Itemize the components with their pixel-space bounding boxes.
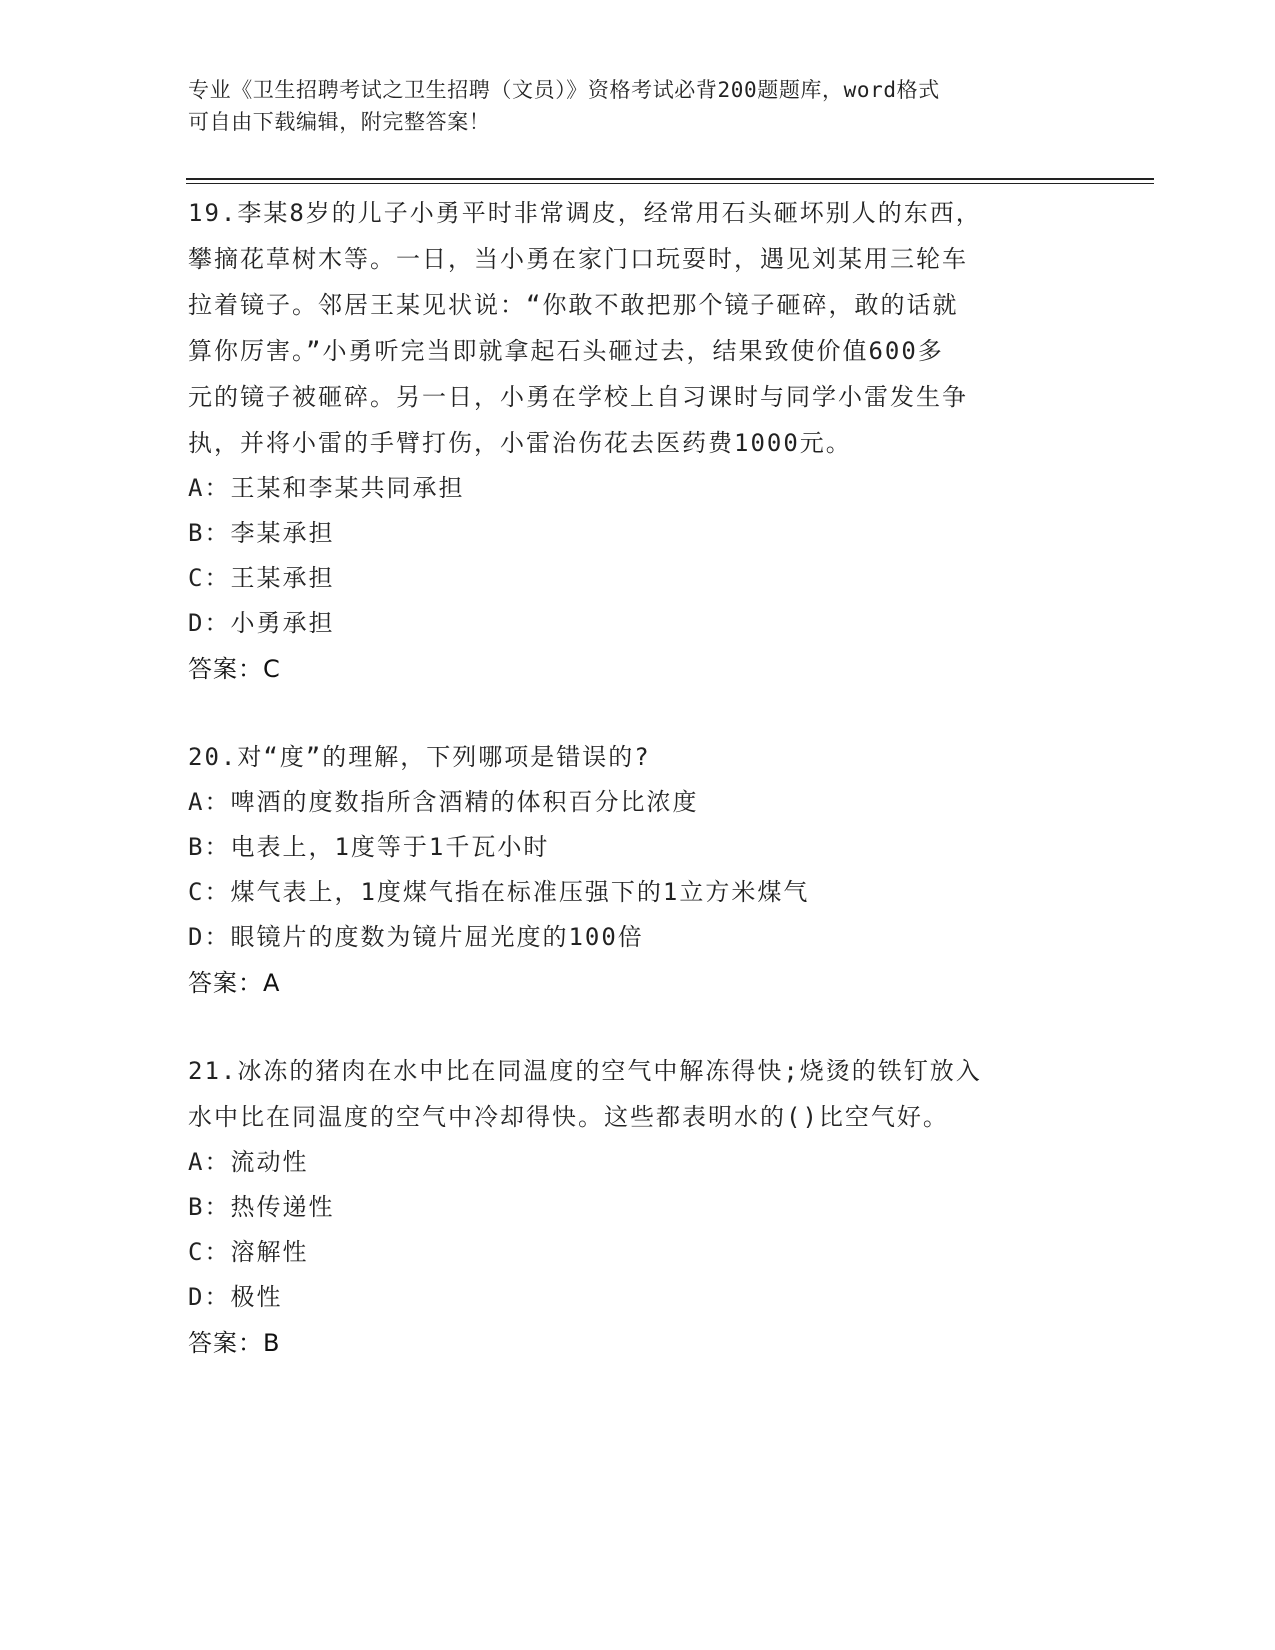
option-d: D：小勇承担 bbox=[188, 609, 335, 637]
question-stem-line: 拉着镜子。邻居王某见状说：“你敢不敢把那个镜子砸碎，敢的话就 bbox=[188, 291, 959, 319]
document-header bbox=[188, 74, 1068, 138]
option-b: B：电表上，1度等于1千瓦小时 bbox=[188, 833, 550, 861]
question-stem-line: 攀摘花草树木等。一日，当小勇在家门口玩耍时，遇见刘某用三轮车 bbox=[188, 245, 968, 273]
question-stem-line: 执，并将小雷的手臂打伤，小雷治伤花去医药费1000元。 bbox=[188, 429, 852, 457]
header-line-2: 可自由下载编辑，附完整答案！ bbox=[188, 110, 491, 134]
question-stem-line: 水中比在同温度的空气中冷却得快。这些都表明水的()比空气好。 bbox=[188, 1103, 949, 1131]
answer-text: 答案：B bbox=[188, 1329, 281, 1357]
header-line-1: 专业《卫生招聘考试之卫生招聘（文员）》资格考试必背200题题库，word格式 bbox=[188, 78, 940, 102]
answer-text: 答案：A bbox=[188, 969, 281, 997]
question-list bbox=[188, 190, 1068, 1366]
option-a: A：啤酒的度数指所含酒精的体积百分比浓度 bbox=[188, 788, 699, 816]
option-c: C：溶解性 bbox=[188, 1238, 309, 1266]
option-c: C：王某承担 bbox=[188, 564, 335, 592]
question-stem-line: 21.冰冻的猪肉在水中比在同温度的空气中解冻得快;烧烫的铁钉放入 bbox=[188, 1057, 982, 1085]
option-a: A：流动性 bbox=[188, 1148, 309, 1176]
question-21 bbox=[188, 1048, 1068, 1366]
answer-text: 答案：C bbox=[188, 655, 281, 683]
option-a: A：王某和李某共同承担 bbox=[188, 474, 465, 502]
question-19 bbox=[188, 190, 1068, 692]
question-stem-line: 20.对“度”的理解，下列哪项是错误的? bbox=[188, 743, 651, 771]
header-divider-thin bbox=[186, 183, 1154, 184]
question-stem-line: 19.李某8岁的儿子小勇平时非常调皮，经常用石头砸坏别人的东西， bbox=[188, 199, 982, 227]
question-stem-line: 算你厉害。”小勇听完当即就拿起石头砸过去，结果致使价值600多 bbox=[188, 337, 944, 365]
option-d: D：极性 bbox=[188, 1283, 283, 1311]
option-b: B：热传递性 bbox=[188, 1193, 335, 1221]
header-divider-thick bbox=[186, 178, 1154, 180]
question-stem-line: 元的镜子被砸碎。另一日，小勇在学校上自习课时与同学小雷发生争 bbox=[188, 383, 968, 411]
question-20 bbox=[188, 734, 1068, 1006]
option-c: C：煤气表上，1度煤气指在标准压强下的1立方米煤气 bbox=[188, 878, 810, 906]
option-b: B：李某承担 bbox=[188, 519, 335, 547]
option-d: D：眼镜片的度数为镜片屈光度的100倍 bbox=[188, 923, 644, 951]
